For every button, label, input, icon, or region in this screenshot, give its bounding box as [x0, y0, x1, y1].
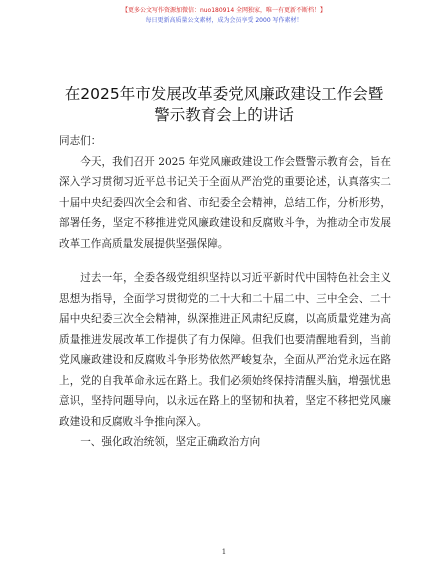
salutation: 同志们：	[59, 135, 102, 147]
document-body	[59, 131, 391, 453]
paragraph-opening: 今天，我们召开 2025 年党风廉政建设工作会暨警示教育会，旨在深入学习贯彻习近平总书记关于全面从严治党的重要论述，认真落实二十届中央纪委四次全会和省、市纪委全会精神，总结工作，分析形势，部署任务，坚定不移推进党风廉政建设和反腐败斗争，为推动全市发展改革工作高质量发展提供坚强保障。	[59, 155, 391, 250]
document-title-line2: 警示教育会上的讲话	[154, 106, 294, 124]
promo-banner	[0, 6, 448, 26]
promo-banner-line1: 【更多公文写作资源加微信：nuo180914 全网独家，唯一有更新不断档！】	[121, 7, 327, 14]
page-number: 1	[221, 548, 227, 556]
document-title-line1: 在2025年市发展改革委党风廉政建设工作会暨	[64, 85, 384, 103]
paragraph-gap	[59, 254, 391, 268]
section-heading: 一、强化政治统领，坚定正确政治方向	[80, 436, 261, 448]
promo-banner-line2: 每日更新高质量公文素材，成为会员享受 2000 写作素材！	[145, 17, 303, 24]
document-title	[30, 84, 418, 126]
paragraph-review: 过去一年，全委各级党组织坚持以习近平新时代中国特色社会主义思想为指导，全面学习贯彻党的二十大和二十届二中、三中全会、二十届中央纪委三次全会精神，纵深推进正风肃纪反腐，以高质量党建为高质量推进发展改革工作提供了有力保障。但我们也要清醒地看到，当前党风廉政建设和反腐败斗争形势依然严峻复杂，全面从严治党永远在路上，党的自我革命永远在路上。我们必须始终保持清醒头脑，增强忧患意识，坚持问题导向，以永远在路上的坚韧和执着，坚定不移把党风廉政建设和反腐败斗争推向深入。	[59, 272, 391, 428]
